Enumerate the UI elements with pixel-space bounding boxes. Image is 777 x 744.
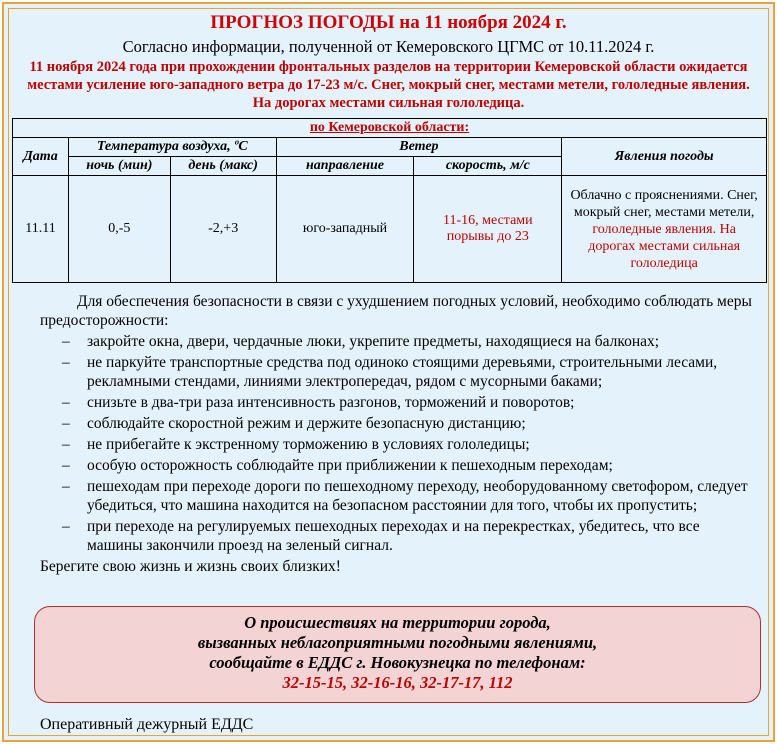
col-temperature: Температура воздуха, ºС	[68, 138, 276, 157]
list-item: – снизьте в два-три раза интенсивность разгонов, торможений и поворотов;	[62, 394, 575, 411]
storm-warning: 11 ноября 2024 года при прохождении фронтальных разделов на территории Кемеровской области ожидается местами усиление юго-западного ветра до 17-23 м/с. Снег, мокрый снег, местами метели, гололедные явления. На дорогах местами сильная гололедица.	[27, 59, 750, 111]
notice-line-1: О происшествиях на территории города,	[244, 613, 551, 632]
region-header: по Кемеровской области:	[13, 119, 767, 138]
notice-line-3: сообщайте в ЕДДС г. Новокузнецка по телефонам:	[209, 653, 586, 672]
safety-intro: Для обеспечения безопасности в связи с ухудшением погодных условий, необходимо соблюдать меры предосторожности:	[40, 293, 752, 329]
cell-night: 0,-5	[68, 176, 170, 283]
list-item: – не паркуйте транспортные средства под одиноко стоящими деревьями, строительными лесами, рекламными стендами, линиями электропередач, рядом с мусорными баками;	[62, 354, 718, 390]
emergency-notice	[34, 606, 761, 703]
cell-phenomena	[562, 176, 767, 283]
cell-speed: 11-16, местами порывы до 23	[414, 176, 562, 283]
safety-section	[40, 292, 759, 576]
list-item: – соблюдайте скоростной режим и держите безопасную дистанцию;	[62, 415, 526, 432]
list-item: – пешеходам при переходе дороги по пешеходному переходу, необорудованному светофором, следует убедиться, что машина находится на безопасном расстоянии для того, чтобы их пропустить;	[62, 478, 748, 514]
closing-line: Берегите свою жизнь и жизнь своих близких!	[40, 558, 341, 575]
list-item: – не прибегайте к экстренному торможению в условиях гололедицы;	[62, 436, 530, 453]
cell-date: 11.11	[13, 176, 69, 283]
cell-day: -2,+3	[170, 176, 276, 283]
phone-numbers: 32-15-15, 32-16-16, 32-17-17, 112	[282, 673, 513, 692]
page-subtitle: Согласно информации, полученной от Кемеровского ЦГМС от 10.11.2024 г.	[122, 37, 655, 56]
col-wind: Ветер	[276, 138, 562, 157]
list-item: – закройте окна, двери, чердачные люки, укрепите предметы, находящиеся на балконах;	[62, 333, 660, 350]
notice-line-2: вызванных неблагоприятными погодными явлениями,	[197, 633, 598, 652]
phenomena-text: Облачно с прояснениями. Снег, мокрый снег, местами метели,	[570, 187, 758, 220]
list-item: – особую осторожность соблюдайте при приближении к пешеходным переходам;	[62, 457, 613, 474]
col-direction: направление	[276, 157, 414, 176]
list-item: – при переходе на регулируемых пешеходных переходах и на перекрестках, убедитесь, что все машины закончили проезд на зеленый сигнал.	[62, 518, 700, 554]
col-night: ночь (мин)	[68, 157, 170, 176]
col-day: день (макс)	[170, 157, 276, 176]
weather-table	[12, 118, 767, 283]
col-speed: скорость, м/с	[414, 157, 562, 176]
signature: Оперативный дежурный ЕДДС	[40, 716, 254, 733]
col-date: Дата	[13, 138, 69, 176]
safety-rules-list	[40, 332, 759, 555]
phenomena-warning-text: гололедные явления. На дорогах местами сильная гололедица	[588, 221, 741, 271]
cell-direction: юго-западный	[276, 176, 414, 283]
col-phenomena: Явления погоды	[562, 138, 767, 176]
page-title: ПРОГНОЗ ПОГОДЫ на 11 ноября 2024 г.	[210, 12, 567, 33]
table-row	[13, 176, 767, 283]
forecast-frame	[2, 2, 775, 742]
